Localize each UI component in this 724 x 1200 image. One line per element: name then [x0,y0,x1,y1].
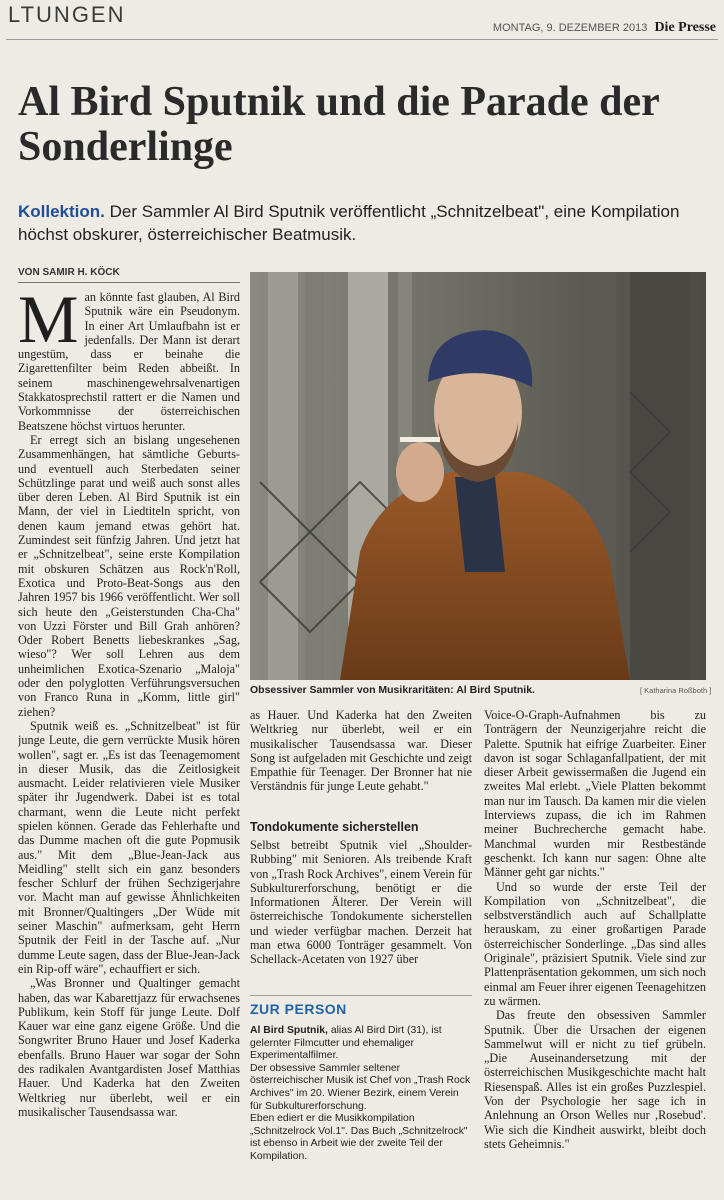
info-box-name: Al Bird Sputnik, [250,1025,328,1036]
dateline [493,20,716,36]
article-column-2-continued [250,838,472,967]
info-box-paragraph [250,1025,472,1063]
subheading: Tondokumente sicherstellen [250,820,419,834]
header-rule [6,39,718,40]
paragraph: as Hauer. Und Kaderka hat den Zweiten Weltkrieg nur überlebt, weil er ein musikalischer Tausendsassa war. Dieser Song ist aufgeladen mit Geschichte und zeigt Empathie für Teenager. Der Bronner hat nie Verständnis für junge Leute gehabt." [250,708,472,794]
article-column-3 [484,708,706,1196]
paragraph-text: an könnte fast glauben, Al Bird Sputnik wäre ein Pseudonym. In einer Art Umlaufbahn ist er jedenfalls. Der Mann ist derart ungestüm, dass er beinahe die Zigarettenfilter beim Reden abbeißt. In seinem maschinengewehrsalvenartigen Stakkatosprechstil rattert er die Namen und Vorkommnisse der österreichischen Beatszene höchst virtuos herunter. [18,290,240,433]
paragraph: Und so wurde der erste Teil der Kompilation von „Schnitzelbeat", die selbstverständlich auch auf Schallplatte herauskam, zu einer großartigen Parade österreichischer Sonderlinge. „Das sind alles Originale", präzisiert Sputnik. Viele sind zur Plattenpräsentation gekommen, um sich noch einmal am Feuer ihrer eigenen Teenagehitzen zu wärmen. [484,879,706,1008]
paragraph [18,290,240,433]
article-photo [250,272,706,680]
paragraph: Selbst betreibt Sputnik viel „Shoulder-Rubbing" mit Senioren. Als treibende Kraft von „Trash Rock Archives", einem Verein für Subkulturerforschung, benötigt er die Informationen Älterer. Der Verein will österreichische Tondokumente sicherstellen und wieder verfügbar machen. Derzeit hat man etwa 6000 Tonträger gesammelt. Von Schellack-Acetaten von 1927 über [250,838,472,967]
info-box-rule [250,995,472,996]
info-box [250,1025,472,1164]
section-label: LTUNGEN [8,2,126,27]
info-box-title: ZUR PERSON [250,1001,347,1017]
article-column-2 [250,708,472,794]
paragraph: Sputnik weiß es. „Schnitzelbeat" ist für junge Leute, die gern verrückte Musik hören wollen", sagt er. „Es ist das Teenagemoment in dieser Musik, das die Zeitlosigkeit ausmacht. Leider relativieren viele Musiker später ihr Jugendwerk. Dabei ist es total charmant, wenn die Leute nicht perfekt spielen können. Gerade das Fehlerhafte und das Dumme machen oft die gute Popmusik aus." Mit dem „Blue-Jean-Jack aus Meidling" stellt sich ein ganz besonders fescher Schlurf der frühen Sechzigerjahre vor. Macht man auf gewisse Ähnlichkeiten mit Bronner/Qualtingers „Der Wüde mit seiner Maschin" aufmerksam, geht Herrn Sputnik der Feitl in der Tasche auf. „Nur dumme Leute sagen, dass der Blue-Jean-Jack ein Rip-off wäre", echauffiert er sich. [18,718,240,976]
byline-rule [18,282,240,283]
paragraph: Er erregt sich an bislang ungesehenen Zusammenhängen, hat sämtliche Geburts- und eventuell auch Sterbedaten seiner Schützlinge parat und weiß auch sonst alles über deren Leben. Al Bird Sputnik ist ein Mann, der viel in Liedtiteln spricht, von denen kaum jemand etwas gehört hat. Zumindest seit fünfzig Jahren. Und jetzt hat er „Schnitzelbeat", seine erste Kompilation mit obskuren Schätzen aus Rock'n'Roll, Exotica und Proto-Beat-Songs aus den Jahren 1957 bis 1966 veröffentlicht. Wer soll sich heute den „Geisterstunden Cha-Cha" von Uzzi Förster und Bill Grah anhören? Oder Robert Benetts liebeskrankes „Sag, wieso"? Wer soll Lehren aus dem unheimlichen Exotica-Szenario „Maloja" oder den polyglotten Verführungsversuchen von Franco Runa in „Komm, little girl" ziehen? [18,432,240,719]
paragraph: Voice-O-Graph-Aufnahmen bis zu Tonträgern der Neunzigerjahre reicht die Palette. Sputnik hat eifrige Zuarbeiter. Einer davon ist sogar Schlaganfallpatient, der mit dieser Arbeit gewissermaßen die Jugend ein zweites Mal erlebt. „Viele Platten bekommt man nur im Tausch. Da kamen mir die vielen Interviews zupass, die ich im Rahmen meiner Buchrecherche gemacht habe. Manchmal wurden mir Restbestände geschenkt. Ich kann nur sagen: Ohne alte Männer geht gar nichts." [484,708,706,880]
photo-credit: [ Katharina Roßboth ] [640,686,712,695]
lead-text: Der Sammler Al Bird Sputnik veröffentlicht „Schnitzelbeat", eine Kompilation höchst obskurer, österreichischer Beatmusik. [18,202,680,244]
headline: Al Bird Sputnik und die Parade der Sonderlinge [18,79,660,170]
photo-caption: Obsessiver Sammler von Musikraritäten: Al Bird Sputnik. [250,684,535,696]
info-box-text: alias Al Bird Dirt (31), ist gelernter Filmcutter und ehemaliger Experimentalfilmer. [250,1025,442,1062]
issue-date: MONTAG, 9. DEZEMBER 2013 [492,22,648,34]
lead-kicker: Kollektion. [18,202,105,221]
info-box-paragraph: Der obsessive Sammler seltener österreichischer Musik ist Chef von „Trash Rock Archives" im 20. Wiener Bezirk, einem Verein für Subkulturerforschung. [250,1062,471,1112]
drop-cap: M [18,290,79,357]
portrait-illustration [250,272,706,680]
lead-paragraph [18,200,708,246]
article-column-1 [18,290,240,1195]
paragraph: „Was Bronner und Qualtinger gemacht haben, das war Kabarettjazz für erwachsenes Publikum, kein Stoff für junge Leute. Dolf Kauer war eine ganz eigene Größe. Und die Songwriter Bruno Hauer und Josef Kaderka ebenfalls. Bruno Hauer war sogar der Sohn des radikalen Avantgardisten Josef Matthias Hauer. Und Kaderka hat den Zweiten Weltkrieg nur überlebt, weil er ein musikalischer Tausendsassa war. [18,976,240,1119]
newspaper-logo: Die Presse [654,20,716,35]
paragraph: Das freute den obsessiven Sammler Sputnik. Über die Ursachen der eigenen Sammelwut will er nicht zu tief grübeln. „Die Auseinandersetzung mit der österreichischen Musikgeschichte macht halt Riesenspaß. Alles ist ein großes Puzzlespiel. Von der Psychologie her sage ich in Anlehnung an Orson Welles nur ,Rosebud'. Wie sich die Kindheit auswirkt, bleibt doch stets Geheimnis." [484,1008,706,1151]
info-box-paragraph: Eben ediert er die Musikkompilation „Schnitzelrock Vol.1". Das Buch „Schnitzelrock" ist ebenso in Arbeit wie der zweite Teil der Kompilation. [250,1113,468,1162]
byline: VON SAMIR H. KÖCK [18,267,120,278]
